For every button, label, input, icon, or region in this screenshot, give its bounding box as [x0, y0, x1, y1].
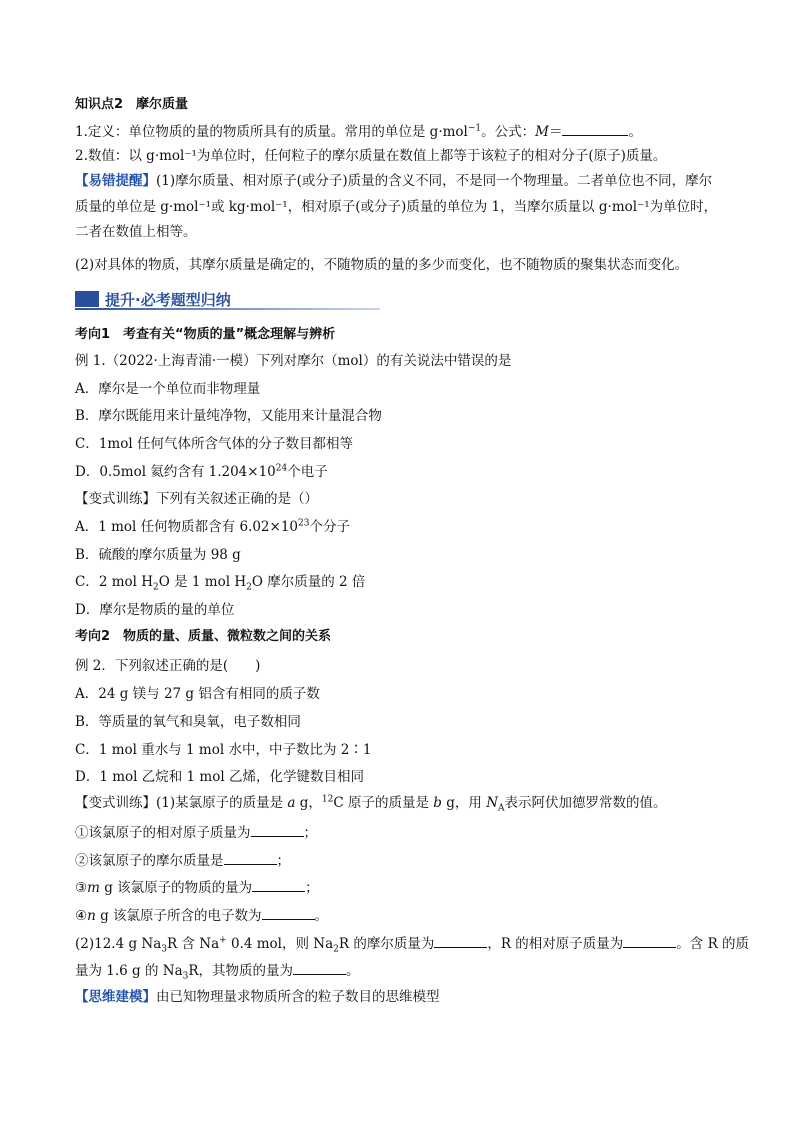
var-n: n — [87, 908, 96, 924]
variant-text: 下列有关叙述正确的是（） — [156, 491, 318, 507]
subscript: A — [498, 803, 505, 814]
subscript: 3 — [182, 971, 189, 982]
variant-1-option-a[interactable] — [75, 518, 350, 536]
sub-question-1 — [75, 822, 317, 842]
example-2-option-a[interactable]: A．24 g 镁与 27 g 铝含有相同的质子数 — [75, 686, 320, 702]
thinking-model — [75, 988, 440, 1006]
answer-blank[interactable] — [252, 877, 305, 892]
example-1-option-d[interactable] — [75, 463, 328, 481]
subscript: 2 — [333, 944, 339, 955]
var-b: b — [433, 795, 442, 811]
tip-label: 【易错提醒】 — [75, 173, 156, 189]
exponent: 24 — [275, 463, 288, 474]
stem-text: (1)某氯原子的质量是 — [156, 795, 288, 811]
part2-text: R 的摩尔质量为 — [338, 936, 435, 952]
variant-label: 【变式训练】 — [75, 795, 156, 811]
semicolon: ； — [276, 853, 290, 869]
mass-number: 12 — [321, 794, 334, 805]
part2-text: 。含 R 的质 — [676, 936, 750, 952]
variant-1-option-b[interactable]: B．硫酸的摩尔质量为 98 g — [75, 547, 241, 563]
part2-text: 0.4 mol，则 Na — [226, 936, 334, 952]
direction-1-title: 考向1 考查有关“物质的量”概念理解与辨析 — [75, 327, 336, 342]
variant-1-question — [75, 490, 318, 508]
answer-blank[interactable] — [251, 822, 304, 837]
definition-text: 1.定义：单位物质的量的物质所具有的质量。常用的单位是 g·mol — [75, 124, 468, 140]
unit-superscript: −1 — [467, 123, 482, 134]
part2-text: R 含 Na — [167, 936, 220, 952]
period: 。 — [628, 124, 642, 140]
sub-question-2 — [75, 850, 290, 870]
part2-text: ，R 的相对原子质量为 — [487, 936, 624, 952]
example-2-question: 例 2．下列叙述正确的是( ) — [75, 658, 261, 674]
option-c-mid: O 是 1 mol H — [158, 574, 247, 590]
sub-question-4 — [75, 905, 328, 925]
banner-title: 提升·必考题型归纳 — [105, 291, 231, 309]
answer-blank[interactable] — [262, 905, 315, 920]
variant-label: 【变式训练】 — [75, 491, 156, 507]
avogadro-symbol: N — [486, 795, 498, 811]
period: 。 — [346, 963, 360, 979]
option-c-text: C．2 mol H — [75, 574, 154, 590]
circle-number: ④ — [75, 908, 88, 924]
model-label: 【思维建模】 — [75, 989, 156, 1005]
period: 。 — [314, 908, 329, 924]
circle-number: ③ — [75, 880, 88, 896]
semicolon: ； — [303, 825, 317, 841]
option-a-text: A．1 mol 任何物质都含有 6.02×10 — [75, 519, 299, 535]
part2-text: (2)12.4 g Na — [75, 936, 162, 952]
part2-text: R，其物质的量为 — [188, 963, 294, 979]
variant-1-option-c[interactable] — [75, 573, 365, 591]
variant-2-stem — [75, 794, 667, 812]
answer-blank[interactable] — [623, 933, 676, 948]
option-a-tail: 个分子 — [309, 519, 350, 535]
example-1-option-c[interactable]: C．1mol 任何气体所含气体的分子数目都相等 — [75, 436, 353, 452]
question-text: ②该氯原子的摩尔质量是 — [75, 853, 224, 869]
tip-line-3: 二者在数值上相等。 — [75, 224, 197, 240]
tip-line-4: (2)对具体的物质，其摩尔质量是确定的，不随物质的量的多少而变化，也不随物质的聚集状态而变化。 — [75, 257, 689, 273]
variant-1-option-d[interactable]: D．摩尔是物质的量的单位 — [75, 602, 235, 618]
section-title-molar-mass: 知识点2 摩尔质量 — [75, 97, 189, 112]
model-text: 由已知物理量求物质所含的粒子数目的思维模型 — [156, 989, 440, 1005]
answer-blank[interactable] — [293, 960, 346, 975]
banner-bar — [75, 291, 99, 307]
equals-sign: ＝ — [548, 124, 563, 140]
example-1-question: 例 1.（2022·上海青浦·一模）下列对摩尔（mol）的有关说法中错误的是 — [75, 353, 512, 369]
charge: + — [219, 935, 227, 946]
subscript: 2 — [153, 582, 159, 593]
question-text: ①该氯原子的相对原子质量为 — [75, 825, 251, 841]
option-c-tail: O 摩尔质量的 2 倍 — [251, 574, 366, 590]
definition-line — [75, 121, 642, 141]
stem-text: g，用 — [441, 795, 487, 811]
stem-text: 表示阿伏加德罗常数的值。 — [504, 795, 667, 811]
direction-2-title: 考向2 物质的量、质量、微粒数之间的关系 — [75, 629, 332, 644]
question-text: g 该氯原子所含的电子数为 — [95, 908, 262, 924]
answer-blank[interactable] — [224, 850, 277, 865]
example-2-option-b[interactable]: B．等质量的氧气和臭氧，电子数相同 — [75, 714, 301, 730]
semicolon: ； — [305, 880, 319, 896]
example-1-option-b[interactable]: B．摩尔既能用来计量纯净物，又能用来计量混合物 — [75, 408, 382, 424]
sub-question-3 — [75, 877, 319, 897]
option-d-text: D．0.5mol 氦约含有 1.204×10 — [75, 464, 276, 480]
numeric-value-line: 2.数值：以 g·mol⁻¹为单位时，任何粒子的摩尔质量在数值上都等于该粒子的相对分子(原子)质量。 — [75, 148, 667, 164]
question-text: g 该氯原子的物质的量为 — [99, 880, 253, 896]
formula-label: 。公式： — [481, 124, 536, 140]
part2-text: 量为 1.6 g 的 Na — [75, 963, 183, 979]
option-d-tail: 个电子 — [287, 464, 328, 480]
subscript: 2 — [246, 582, 252, 593]
formula-symbol: M — [535, 124, 549, 140]
var-a: a — [287, 795, 296, 811]
tip-text-1: (1)摩尔质量、相对原子(或分子)质量的含义不同，不是同一个物理量。二者单位也不同，摩尔 — [156, 173, 713, 189]
stem-text: g， — [295, 795, 322, 811]
answer-blank[interactable] — [434, 933, 487, 948]
stem-text: C 原子的质量是 — [333, 795, 434, 811]
subscript: 3 — [161, 944, 168, 955]
example-2-option-c[interactable]: C．1 mol 重水与 1 mol 水中，中子数比为 2∶1 — [75, 742, 372, 758]
tip-line-1 — [75, 172, 712, 190]
answer-blank[interactable] — [562, 121, 628, 136]
part-2-line-2 — [75, 960, 360, 980]
example-1-option-a[interactable]: A．摩尔是一个单位而非物理量 — [75, 381, 261, 397]
section-banner — [75, 288, 380, 310]
tip-line-2: 质量的单位是 g·mol⁻¹或 kg·mol⁻¹，相对原子(或分子)质量的单位为 1，当摩尔质量以 g·mol⁻¹为单位时， — [75, 199, 718, 215]
part-2-line-1 — [75, 933, 749, 953]
var-m: m — [87, 880, 100, 896]
example-2-option-d[interactable]: D．1 mol 乙烷和 1 mol 乙烯，化学键数目相同 — [75, 769, 364, 785]
exponent: 23 — [298, 518, 310, 529]
